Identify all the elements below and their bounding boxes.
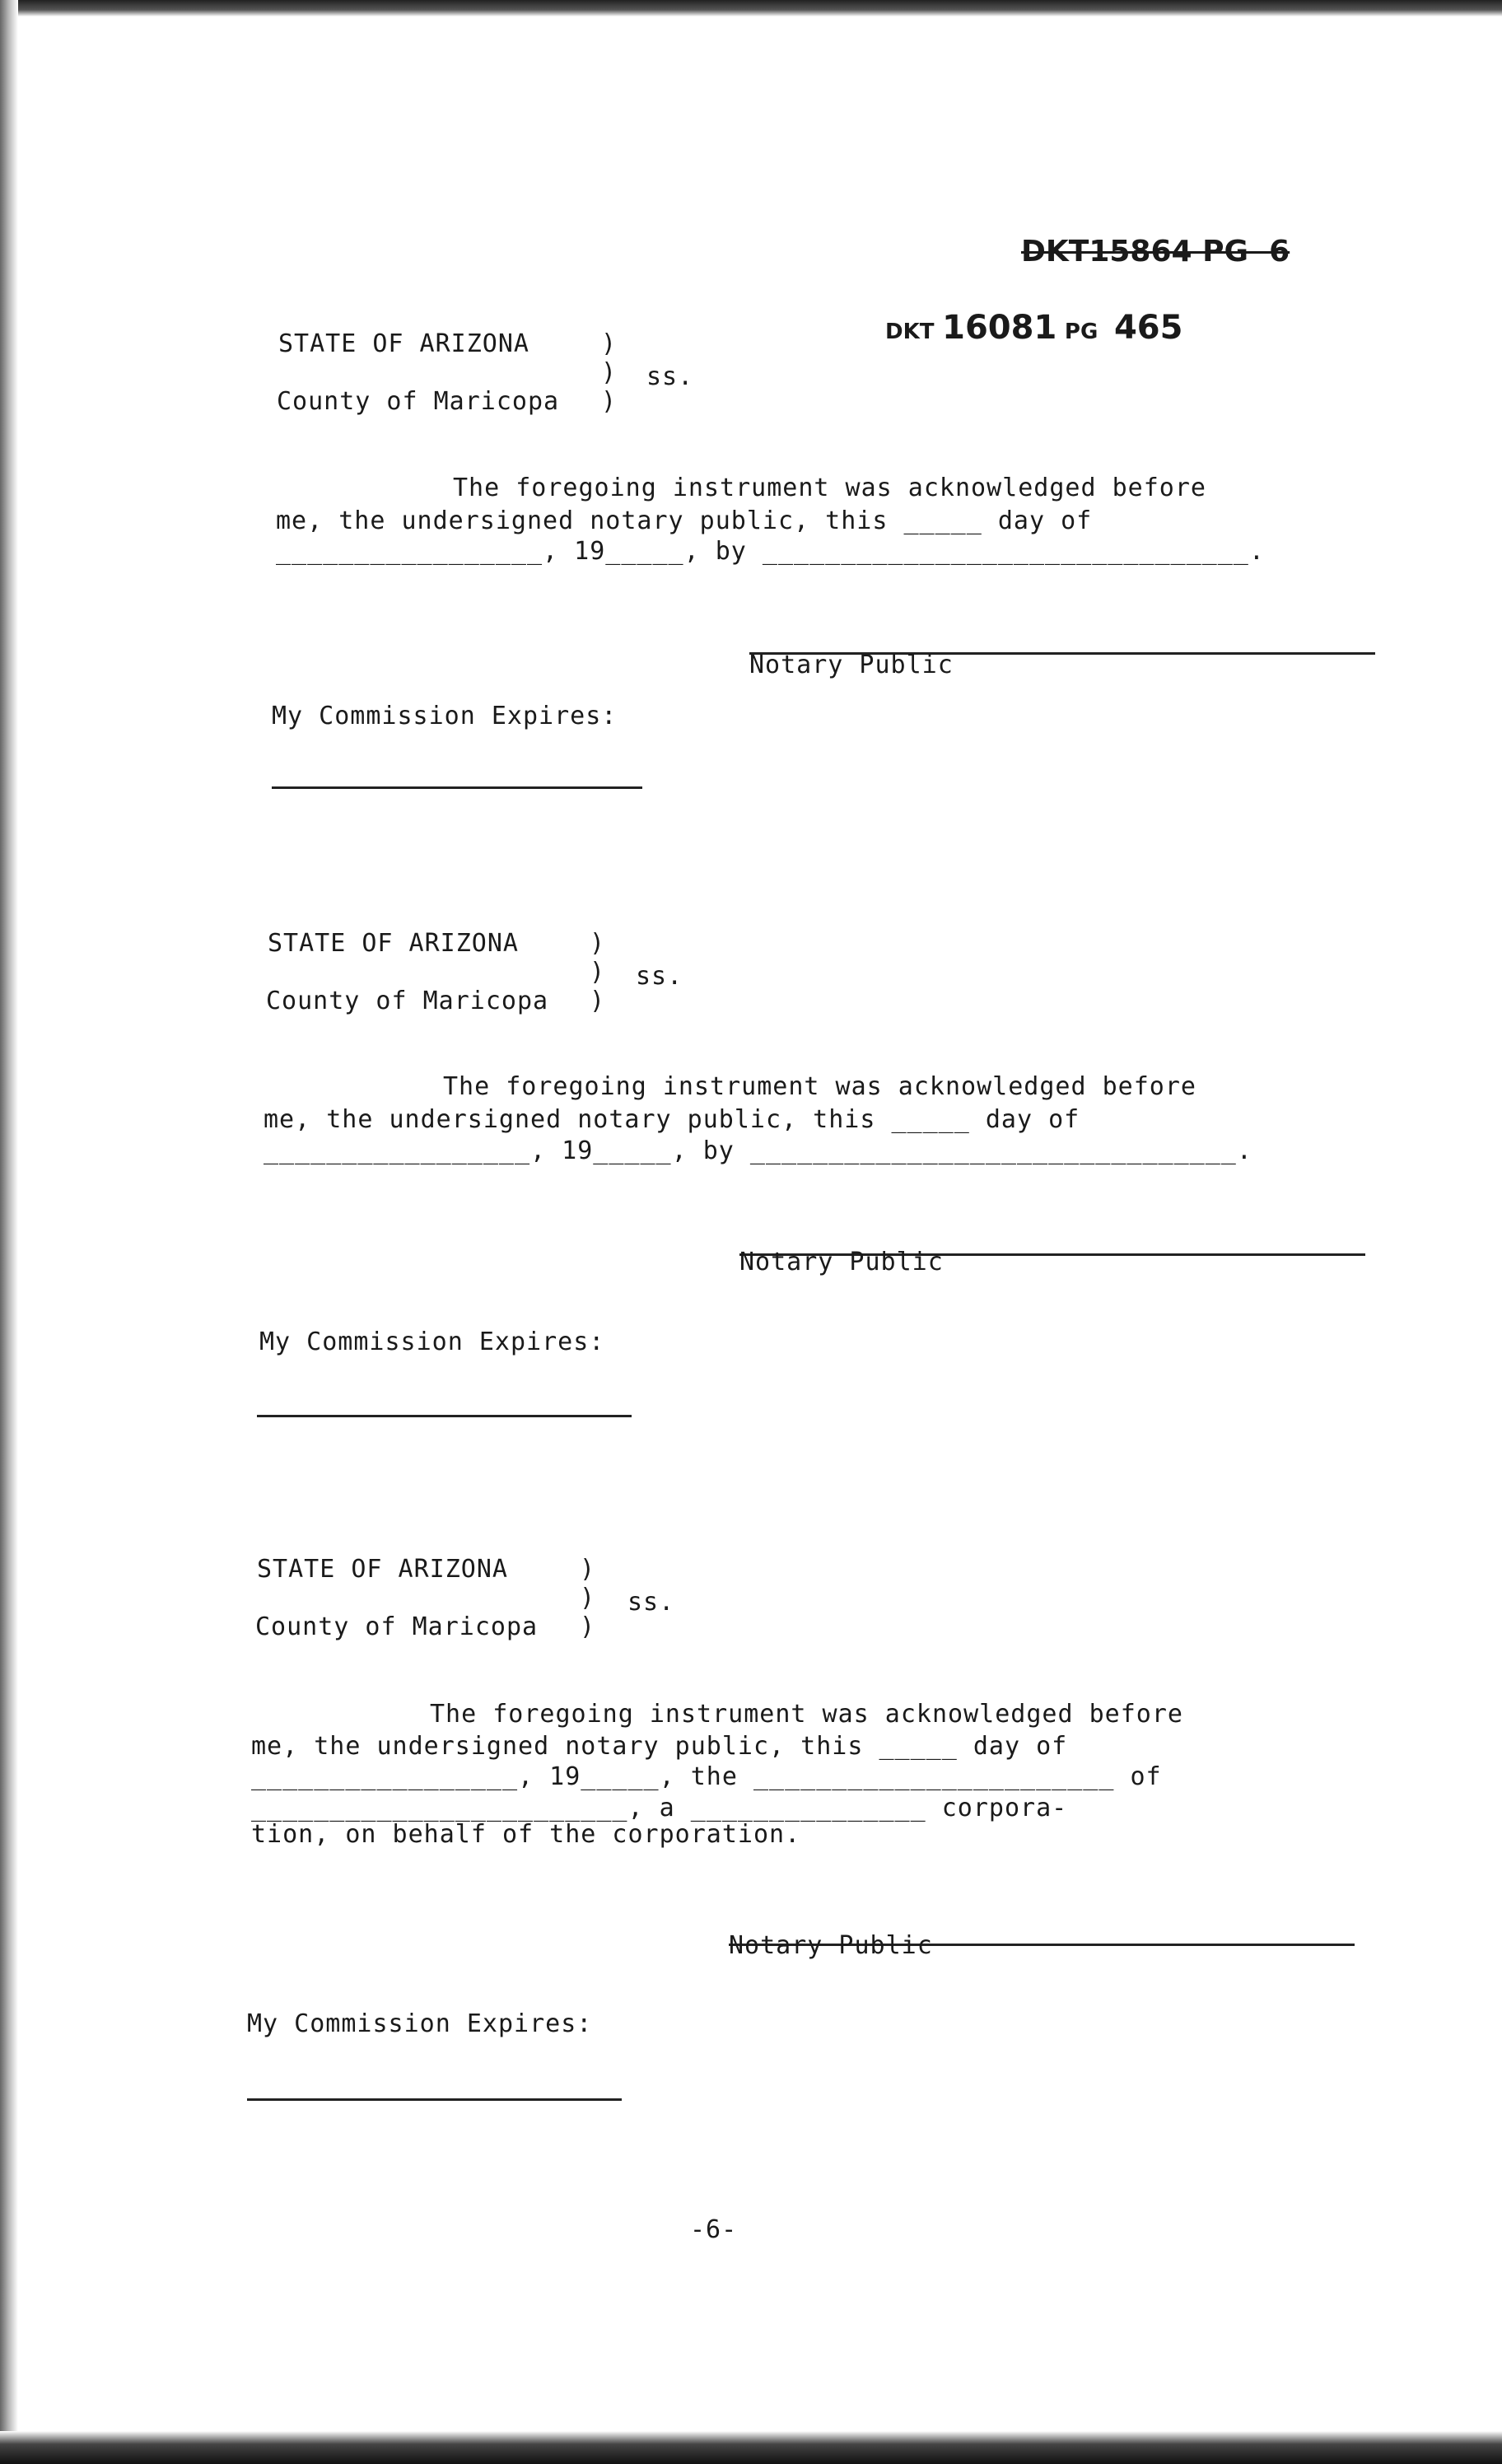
commission-label: My Commission Expires:	[247, 2009, 593, 2038]
paragraph-line: me, the undersigned notary public, this _____ day of	[276, 506, 1093, 535]
commission-label: My Commission Expires:	[272, 702, 618, 730]
state-heading: STATE OF ARIZONA	[257, 1555, 508, 1584]
old-docket-stamp: DKT15864 PG 6	[1021, 235, 1290, 268]
scan-edge-top	[0, 0, 1502, 16]
paragraph-line: tion, on behalf of the corporation.	[251, 1820, 801, 1849]
notary-label: Notary Public	[749, 651, 954, 679]
bracket: )	[601, 387, 618, 416]
paragraph-line: _________________, 19_____, the _______________________ of	[251, 1762, 1162, 1791]
paragraph-line: _________________, 19_____, by _______________________________.	[264, 1136, 1252, 1165]
commission-line	[247, 2098, 622, 2101]
bracket: )	[580, 1612, 596, 1641]
commission-line	[257, 1415, 632, 1417]
docket-prefix: DKT	[885, 320, 935, 344]
paragraph-line: The foregoing instrument was acknowledged before	[443, 1072, 1196, 1101]
county-heading: County of Maricopa	[255, 1612, 539, 1641]
commission-label: My Commission Expires:	[259, 1328, 605, 1356]
ss-label: ss.	[636, 962, 683, 991]
page-prefix: PG	[1064, 320, 1099, 344]
notary-label: Notary Public	[739, 1248, 944, 1276]
bracket: )	[601, 358, 618, 387]
notary-label: Notary Public	[729, 1931, 933, 1960]
page-number: -6-	[690, 2215, 738, 2244]
paragraph-line: _________________, 19_____, by _______________________________.	[276, 537, 1265, 566]
page-number-stamp: 465	[1113, 309, 1183, 347]
paragraph-line: ________________________, a _______________ corpora-	[251, 1794, 1068, 1822]
paragraph-line: me, the undersigned notary public, this _____ day of	[251, 1732, 1068, 1761]
ss-label: ss.	[627, 1588, 675, 1617]
state-heading: STATE OF ARIZONA	[268, 929, 519, 958]
docket-number: 16081	[942, 309, 1057, 347]
state-heading: STATE OF ARIZONA	[278, 329, 529, 358]
paragraph-line: The foregoing instrument was acknowledged before	[430, 1700, 1183, 1729]
county-heading: County of Maricopa	[266, 987, 549, 1015]
bracket: )	[590, 929, 606, 958]
bracket: )	[590, 958, 606, 987]
bracket: )	[590, 987, 606, 1015]
bracket: )	[580, 1555, 596, 1584]
docket-page-stamp	[885, 309, 1182, 347]
scan-edge-bottom	[0, 2431, 1502, 2464]
paragraph-line: The foregoing instrument was acknowledged before	[453, 474, 1206, 502]
scan-edge-left	[0, 0, 18, 2464]
commission-line	[272, 786, 642, 789]
bracket: )	[601, 329, 618, 358]
paragraph-line: me, the undersigned notary public, this _____ day of	[264, 1105, 1080, 1134]
bracket: )	[580, 1584, 596, 1612]
county-heading: County of Maricopa	[277, 387, 560, 416]
ss-label: ss.	[646, 362, 694, 391]
